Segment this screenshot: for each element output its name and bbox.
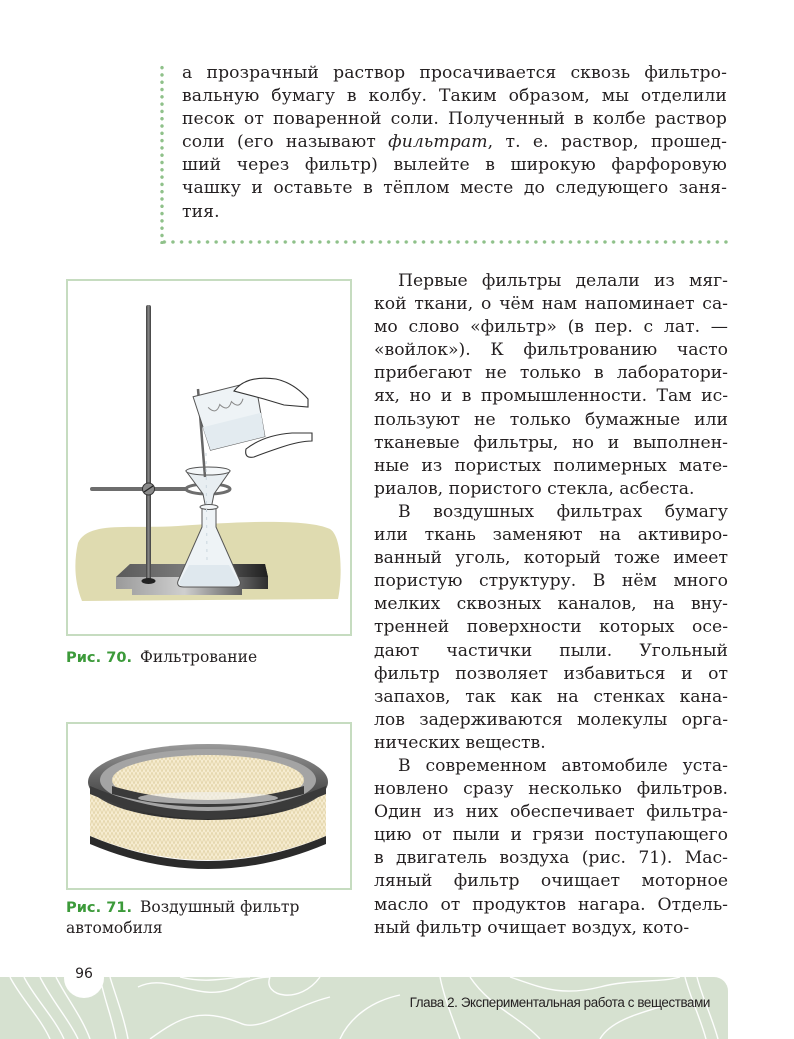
paragraph-air-filters xyxy=(374,501,728,755)
text-line: Первые фильтры делали из мяг- xyxy=(398,271,728,291)
paragraph-car-filters xyxy=(374,755,728,940)
text-line: Один из них обеспечивает фильтра- xyxy=(374,802,728,823)
figure-label: Рис. 70. xyxy=(66,649,133,666)
text-line: «войлок»). К фильтрованию часто xyxy=(374,340,728,361)
text-line: а прозрачный раствор просачивается сквозь фильтро- xyxy=(182,63,727,83)
text-line: лов задерживаются молекулы орга- xyxy=(374,709,728,730)
text-line: нических веществ. xyxy=(374,732,546,753)
text-line: тренней поверхности которых осе- xyxy=(374,617,728,638)
text-fragment: , т. е. раствор, прошед- xyxy=(487,132,727,153)
text-line: песок от поваренной соли. Полученный в колбе раствор xyxy=(182,109,727,130)
text-line: запахов, так как на стенках кана- xyxy=(374,686,728,707)
stand-rod-shape xyxy=(146,305,151,581)
experiment-box xyxy=(160,62,727,224)
text-line: фильтр позволяет избавиться и от xyxy=(374,663,728,684)
figure-71-frame xyxy=(66,722,352,890)
figure-label: Рис. 71. xyxy=(66,899,133,916)
text-line: кой ткани, о чём нам напоминает са- xyxy=(374,294,728,315)
figure-caption-text: Фильтрование xyxy=(140,648,258,666)
text-line: чашку и оставьте в тёплом месте до следующего заня- xyxy=(182,178,727,199)
term-filtrate: фильтрат xyxy=(388,132,488,153)
text-line: ляный фильтр очищает моторное xyxy=(374,871,728,892)
text-line: тканевые фильтры, но и выполнен- xyxy=(374,432,728,453)
text-line: ный фильтр очищает воздух, кото- xyxy=(374,917,690,938)
text-line: тия. xyxy=(182,201,220,222)
funnel-shape xyxy=(186,471,230,509)
text-line: пористую структуру. В нём много xyxy=(374,571,728,592)
figure-71-caption xyxy=(66,897,346,939)
text-line: новлено сразу несколько фильтров. xyxy=(374,779,728,800)
text-line: мо слово «фильтр» (в пер. с лат. — xyxy=(374,317,728,338)
text-line: масло от продуктов нагара. Отдель- xyxy=(374,894,728,915)
figure-70-caption xyxy=(66,647,257,668)
body-text-column xyxy=(374,270,728,940)
experiment-paragraph xyxy=(182,62,727,224)
text-line: мелких сквозных каналов, на вну- xyxy=(374,594,728,615)
text-line: пользуют не только бумажные или xyxy=(374,409,728,430)
text-line: в двигатель воздуха (рис. 71). Мас- xyxy=(374,848,728,869)
filtration-apparatus-illustration xyxy=(68,281,350,634)
figure-70-frame xyxy=(66,279,352,636)
box-dotted-border-bottom xyxy=(160,240,728,244)
text-line: В воздушных фильтрах бумагу xyxy=(398,501,728,522)
text-line: цию от пыли и грязи поступающего xyxy=(374,825,728,846)
car-air-filter-photo xyxy=(68,724,350,888)
chapter-title: Глава 2. Экспериментальная работа с веществами xyxy=(409,995,710,1010)
text-line: ший через фильтр) вылейте в широкую фарфоровую xyxy=(182,155,727,176)
text-line: вальную бумагу в колбу. Таким образом, мы отделили xyxy=(182,86,727,107)
text-fragment: соли (его называют xyxy=(182,132,389,153)
text-line: ванный уголь, который тоже имеет xyxy=(374,548,728,569)
text-line: или ткань заменяют на активиро- xyxy=(374,525,728,546)
text-line: прибегают не только в лаборатори- xyxy=(374,363,728,384)
text-line: В современном автомобиле уста- xyxy=(398,755,728,776)
text-line: ях, но и в промышленности. Там ис- xyxy=(374,386,728,407)
text-line: риалов, пористого стекла, асбеста. xyxy=(374,478,695,499)
figure-caption-text: Воздушный фильтр xyxy=(140,898,300,916)
paragraph-first-filters xyxy=(374,270,728,501)
page-number: 96 xyxy=(75,966,93,982)
text-line xyxy=(182,131,727,154)
text-line: дают частички пыли. Угольный xyxy=(374,640,728,661)
text-line: ные из пористых полимерных мате- xyxy=(374,455,728,476)
figure-caption-text: автомобиля xyxy=(66,919,163,937)
